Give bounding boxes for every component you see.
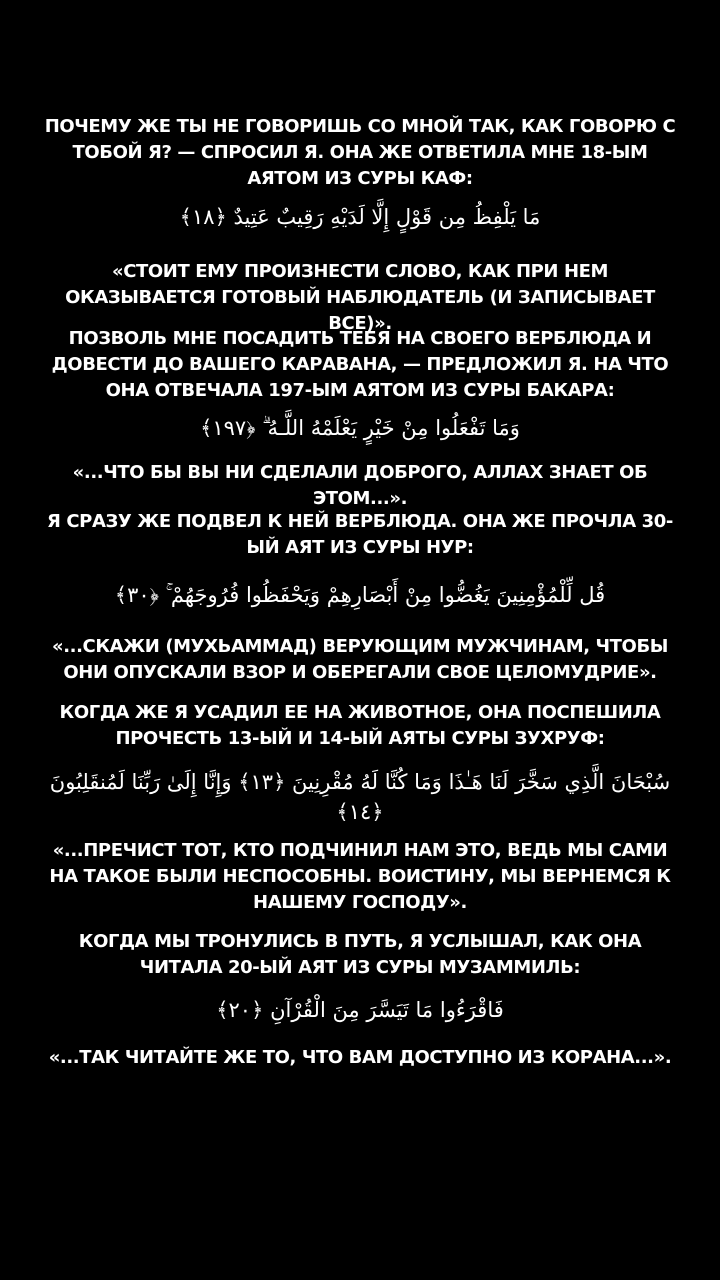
translation-zukhruf-13-14: «...ПРЕЧИСТ ТОТ, КТО ПОДЧИНИЛ НАМ ЭТО, ВЕДЬ МЫ САМИ НА ТАКОЕ БЫЛИ НЕСПОСОБНЫ. ВОИСТИНУ, МЫ ВЕРНЕМСЯ К НАШЕМУ ГОСПОДУ». bbox=[49, 840, 671, 913]
ayah-kaf-18: مَا يَلْفِظُ مِن قَوْلٍ إِلَّا لَدَيْهِ رَقِيبٌ عَتِيدٌ ﴿١٨﴾ bbox=[179, 205, 541, 229]
ayah-muzzammil-20: فَاقْرَءُوا مَا تَيَسَّرَ مِنَ الْقُرْآنِ ﴿٢٠﴾ bbox=[216, 998, 504, 1022]
journey-paragraph: КОГДА МЫ ТРОНУЛИСЬ В ПУТЬ, Я УСЛЫШАЛ, КАК ОНА ЧИТАЛА 20-ЫЙ АЯТ ИЗ СУРЫ МУЗАММИЛЬ: bbox=[78, 931, 642, 978]
ayah-baqara-197: وَمَا تَفْعَلُوا مِنْ خَيْرٍ يَعْلَمْهُ اللَّـهُ ۗ ﴿١٩٧﴾ bbox=[200, 416, 520, 440]
translation-kaf-18: «СТОИТ ЕМУ ПРОИЗНЕСТИ СЛОВО, КАК ПРИ НЕМ ОКАЗЫВАЕТСЯ ГОТОВЫЙ НАБЛЮДАТЕЛЬ (И ЗАПИСЫВАЕТ ВСЕ)». bbox=[65, 261, 655, 334]
ayah-nur-30: قُل لِّلْمُؤْمِنِينَ يَغُضُّوا مِنْ أَبْصَارِهِمْ وَيَحْفَظُوا فُرُوجَهُمْ ۚ ﴿٣٠﴾ bbox=[114, 583, 606, 607]
offer-paragraph: ПОЗВОЛЬ МНЕ ПОСАДИТЬ ТЕБЯ НА СВОЕГО ВЕРБЛЮДА И ДОВЕСТИ ДО ВАШЕГО КАРАВАНА, — ПРЕДЛОЖИЛ Я. НА ЧТО ОНА ОТВЕЧАЛА 197-ЫМ АЯТОМ ИЗ СУРЫ БАКАРА: bbox=[51, 328, 669, 401]
mount-paragraph: КОГДА ЖЕ Я УСАДИЛ ЕЕ НА ЖИВОТНОЕ, ОНА ПОСПЕШИЛА ПРОЧЕСТЬ 13-ЫЙ И 14-ЫЙ АЯТЫ СУРЫ ЗУХРУФ: bbox=[59, 702, 661, 749]
question-paragraph: ПОЧЕМУ ЖЕ ТЫ НЕ ГОВОРИШЬ СО МНОЙ ТАК, КАК ГОВОРЮ С ТОБОЙ Я? — СПРОСИЛ Я. ОНА ЖЕ ОТВЕТИЛА МНЕ 18-ЫМ АЯТОМ ИЗ СУРЫ КАФ: bbox=[44, 116, 676, 189]
translation-muzzammil-20: «...ТАК ЧИТАЙТЕ ЖЕ ТО, ЧТО ВАМ ДОСТУПНО ИЗ КОРАНА...». bbox=[48, 1047, 672, 1068]
camel-paragraph: Я СРАЗУ ЖЕ ПОДВЕЛ К НЕЙ ВЕРБЛЮДА. ОНА ЖЕ ПРОЧЛА 30-ЫЙ АЯТ ИЗ СУРЫ НУР: bbox=[47, 511, 673, 558]
translation-nur-30: «...СКАЖИ (МУХЬАММАД) ВЕРУЮЩИМ МУЖЧИНАМ, ЧТОБЫ ОНИ ОПУСКАЛИ ВЗОР И ОБЕРЕГАЛИ СВОЕ ЦЕЛОМУДРИЕ». bbox=[51, 636, 669, 683]
translation-baqara-197: «...ЧТО БЫ ВЫ НИ СДЕЛАЛИ ДОБРОГО, АЛЛАХ ЗНАЕТ ОБ ЭТОМ...». bbox=[72, 462, 648, 509]
ayah-zukhruf-13-14: سُبْحَانَ الَّذِي سَخَّرَ لَنَا هَـٰذَا وَمَا كُنَّا لَهُ مُقْرِنِينَ ﴿١٣﴾ وَإِنَّا إِلَىٰ رَبِّنَا لَمُنقَلِبُونَ ﴿١٤﴾ bbox=[49, 770, 671, 824]
